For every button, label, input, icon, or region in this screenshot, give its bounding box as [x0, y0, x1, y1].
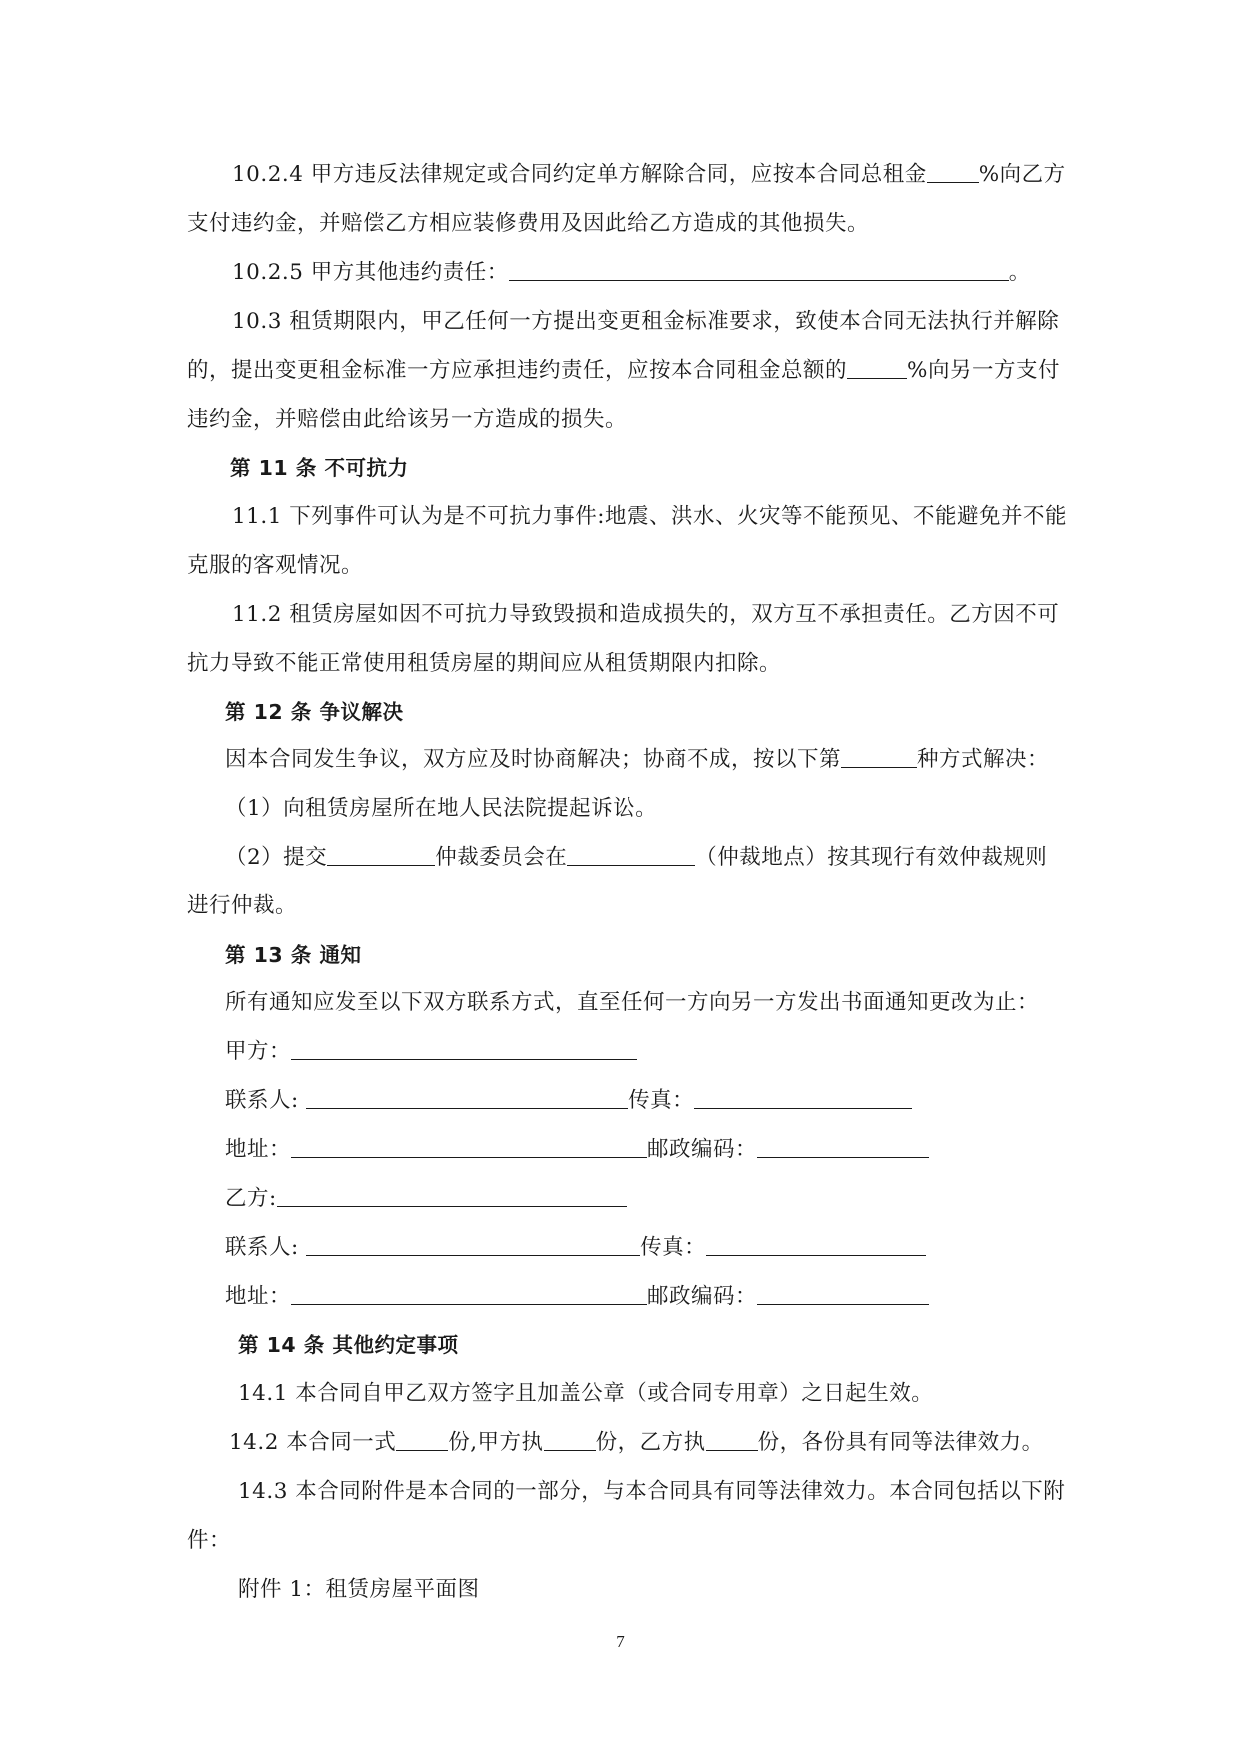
party-a-row	[225, 1037, 637, 1067]
blank-fax-a	[694, 1086, 912, 1109]
heading-article-13: 第 13 条 通知	[225, 943, 362, 967]
address-b-row	[225, 1282, 929, 1312]
blank-rent-penalty-percent	[847, 356, 907, 379]
clause-14-3-line2: 件：	[187, 1528, 232, 1553]
clause-14-2-text-d: 份，各份具有同等法律效力。	[757, 1430, 1044, 1455]
blank-address-a	[291, 1135, 647, 1158]
blank-penalty-percent	[927, 160, 979, 183]
address-a-label: 地址：	[225, 1137, 292, 1162]
clause-11-2-line1: 11.2 租赁房屋如因不可抗力导致毁损和造成损失的，双方互不承担责任。乙方因不可	[232, 602, 1060, 627]
clause-10-2-4-line2: 支付违约金，并赔偿乙方相应装修费用及因此给乙方造成的其他损失。	[187, 211, 870, 236]
blank-copies-party-b	[706, 1428, 758, 1451]
blank-contact-b	[306, 1233, 640, 1256]
fax-b-label: 传真：	[640, 1235, 707, 1260]
clause-12-text: 因本合同发生争议，双方应及时协商解决；协商不成，按以下第	[225, 747, 842, 772]
clause-14-2	[229, 1428, 1044, 1458]
postcode-b-label: 邮政编码：	[647, 1284, 758, 1309]
clause-10-2-4-line1	[232, 160, 1066, 190]
clause-12-text-b: 种方式解决：	[917, 747, 1050, 772]
option-2-text-c: （仲裁地点）按其现行有效仲裁规则	[695, 845, 1048, 870]
clause-12-intro	[225, 745, 1049, 775]
party-b-row	[225, 1184, 627, 1214]
clause-14-1: 14.1 本合同自甲乙双方签字且加盖公章（或合同专用章）之日起生效。	[238, 1381, 934, 1406]
clause-10-2-4-text: 10.2.4 甲方违反法律规定或合同约定单方解除合同，应按本合同总租金	[232, 162, 927, 187]
clause-14-3-line1: 14.3 本合同附件是本合同的一部分，与本合同具有同等法律效力。本合同包括以下附	[238, 1479, 1066, 1504]
clause-14-2-text-c: 份，乙方执	[595, 1430, 706, 1455]
contact-b-row	[225, 1233, 926, 1263]
blank-fax-b	[706, 1233, 926, 1256]
option-2-text: （2）提交	[225, 845, 328, 870]
blank-copies-total	[396, 1428, 448, 1451]
page-number: 7	[616, 1632, 625, 1651]
party-a-label: 甲方：	[225, 1039, 292, 1064]
blank-address-b	[291, 1282, 647, 1305]
clause-12-option-1: （1）向租赁房屋所在地人民法院提起诉讼。	[225, 796, 658, 821]
blank-party-a	[291, 1037, 637, 1060]
blank-other-liability	[509, 258, 1009, 281]
heading-article-14: 第 14 条 其他约定事项	[238, 1333, 459, 1357]
contact-a-row	[225, 1086, 912, 1116]
heading-article-12: 第 12 条 争议解决	[225, 700, 404, 724]
clause-14-2-text: 14.2 本合同一式	[229, 1430, 397, 1455]
blank-postcode-b	[757, 1282, 929, 1305]
clause-12-option-2-line2: 进行仲裁。	[187, 893, 298, 918]
contact-a-label: 联系人:	[225, 1088, 299, 1113]
clause-10-2-5-text: 10.2.5 甲方其他违约责任：	[232, 260, 509, 285]
clause-11-1-line2: 克服的客观情况。	[187, 553, 364, 578]
clause-10-2-5-end: 。	[1008, 260, 1031, 285]
address-a-row	[225, 1135, 929, 1165]
heading-article-11: 第 11 条 不可抗力	[230, 456, 409, 480]
clause-12-option-2-line1	[225, 843, 1047, 873]
postcode-a-label: 邮政编码：	[647, 1137, 758, 1162]
option-2-text-b: 仲裁委员会在	[435, 845, 568, 870]
clause-10-3-text-b: %向另一方支付	[907, 358, 1060, 383]
blank-arbitration-place	[567, 843, 695, 866]
fax-a-label: 传真：	[628, 1088, 695, 1113]
blank-copies-party-a	[544, 1428, 596, 1451]
clause-10-3-line1: 10.3 租赁期限内，甲乙任何一方提出变更租金标准要求，致使本合同无法执行并解除	[232, 309, 1060, 334]
party-b-label: 乙方:	[225, 1186, 277, 1211]
address-b-label: 地址：	[225, 1284, 292, 1309]
clause-10-3-line2	[187, 356, 1060, 386]
clause-14-2-text-b: 份,甲方执	[448, 1430, 544, 1455]
clause-11-2-line2: 抗力导致不能正常使用租赁房屋的期间应从租赁期限内扣除。	[187, 651, 782, 676]
clause-10-2-5	[232, 258, 1031, 288]
blank-postcode-a	[757, 1135, 929, 1158]
clause-13-intro: 所有通知应发至以下双方联系方式，直至任何一方向另一方发出书面通知更改为止：	[225, 990, 1040, 1015]
blank-arbitration-commission	[327, 843, 435, 866]
clause-10-3-line3: 违约金，并赔偿由此给该另一方造成的损失。	[187, 407, 628, 432]
contact-b-label: 联系人:	[225, 1235, 299, 1260]
blank-resolution-method	[841, 745, 917, 768]
clause-10-2-4-text-b: %向乙方	[978, 162, 1066, 187]
clause-11-1-line1: 11.1 下列事件可认为是不可抗力事件:地震、洪水、火灾等不能预见、不能避免并不能	[232, 504, 1067, 529]
annex-1: 附件 1：租赁房屋平面图	[238, 1577, 480, 1602]
clause-10-3-text: 的，提出变更租金标准一方应承担违约责任，应按本合同租金总额的	[187, 358, 848, 383]
blank-party-b	[277, 1184, 627, 1207]
blank-contact-a	[306, 1086, 628, 1109]
